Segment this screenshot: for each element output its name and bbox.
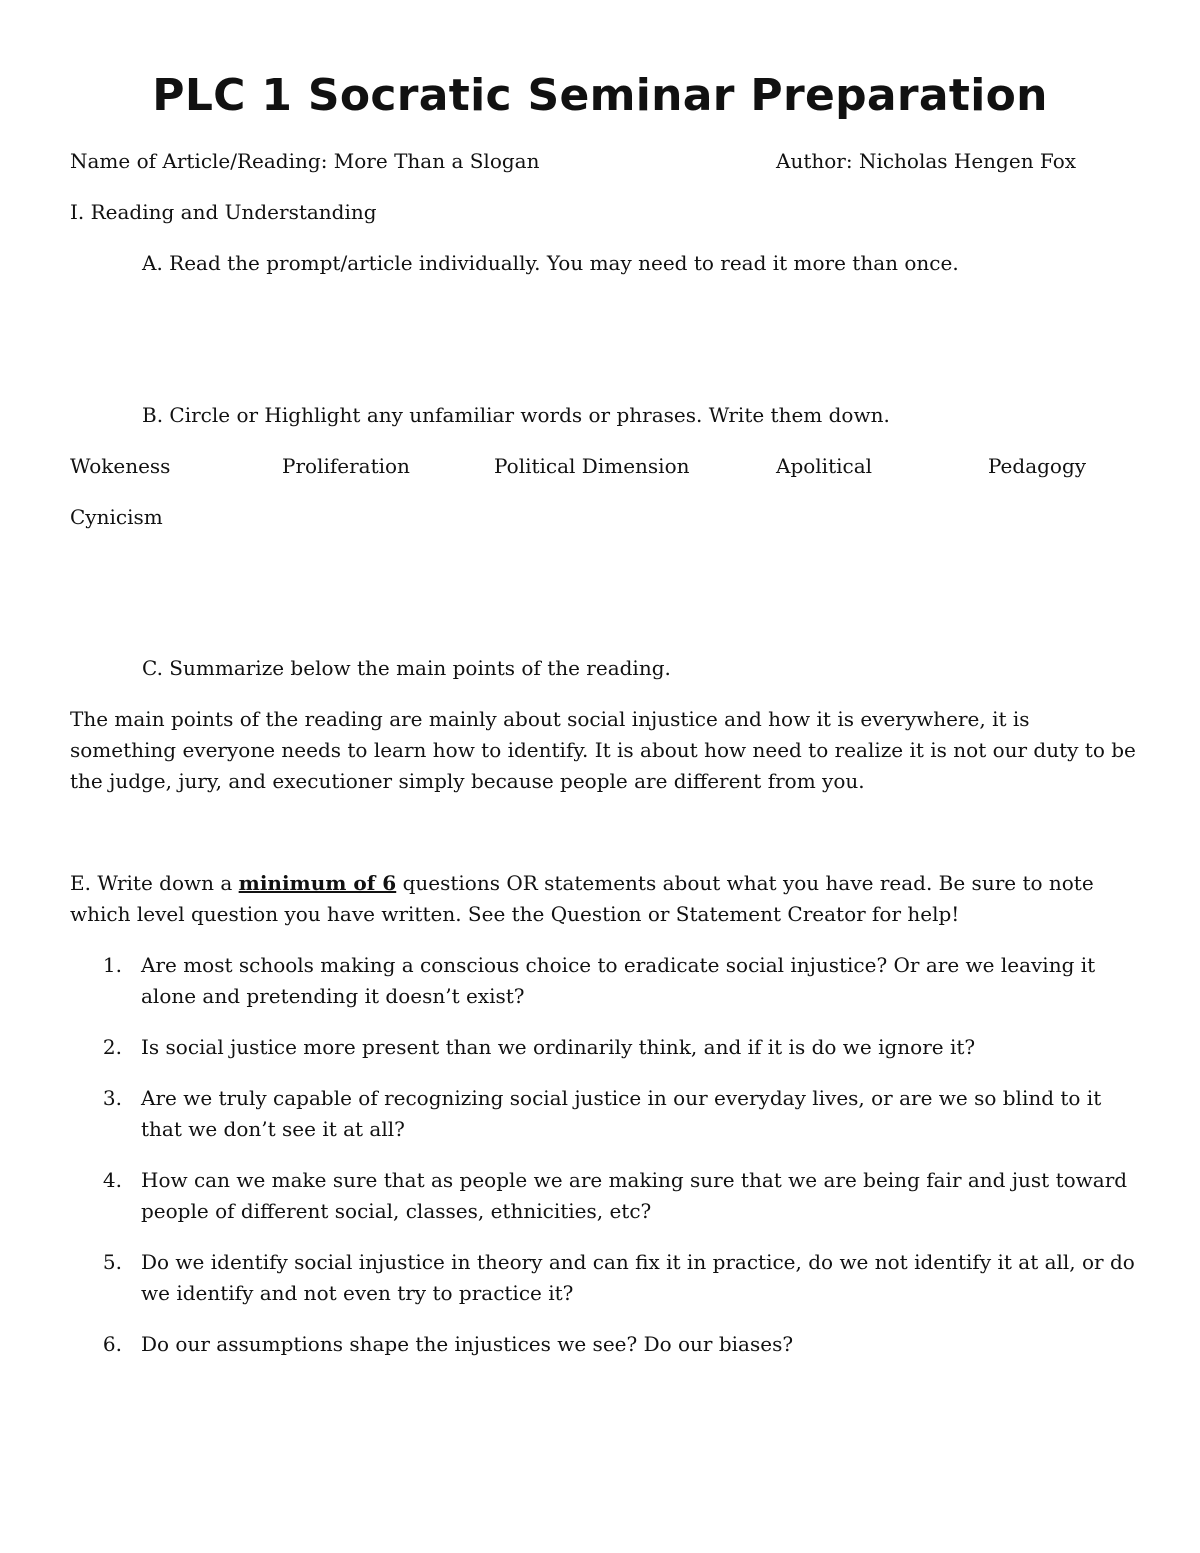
question-number: 2. (102, 1035, 122, 1059)
question-number: 5. (102, 1250, 122, 1274)
question-number: 6. (102, 1332, 122, 1356)
instruction-e-prefix: E. Write down a (70, 871, 239, 895)
question-text: Is social justice more present than we ordinarily think, and if it is do we ignore it? (141, 1035, 976, 1059)
vocab-word: Political Dimension (494, 454, 690, 478)
vocab-word: Pedagogy (988, 454, 1087, 478)
question-text: Do we identify social injustice in theory and can fix it in practice, do we not identify it at all, or do we identify and not even try to practice it? (141, 1250, 1135, 1305)
vocab-word: Apolitical (776, 454, 873, 478)
vocab-word: Cynicism (70, 505, 163, 529)
question-number: 4. (102, 1168, 122, 1192)
instruction-e-suffix: questions OR statements about what you have read. Be sure to note which level question you have written. See the Question or Statement Creator for help! (70, 871, 1094, 926)
article-author: Author: Nicholas Hengen Fox (776, 149, 1077, 173)
instruction-b: B. Circle or Highlight any unfamiliar words or phrases. Write them down. (142, 403, 890, 427)
instruction-e-emphasis: minimum of 6 (238, 871, 397, 895)
instruction-c: C. Summarize below the main points of the reading. (142, 656, 671, 680)
question-text: How can we make sure that as people we are making sure that we are being fair and just toward people of different social, classes, ethnicities, etc? (141, 1168, 1128, 1223)
instruction-a: A. Read the prompt/article individually. You may need to read it more than once. (142, 251, 959, 275)
article-name: Name of Article/Reading: More Than a Slogan (70, 149, 540, 173)
page-title: PLC 1 Socratic Seminar Preparation (152, 70, 1048, 121)
instruction-e (70, 868, 1140, 930)
vocab-word: Wokeness (70, 454, 171, 478)
question-text: Do our assumptions shape the injustices we see? Do our biases? (141, 1332, 794, 1356)
question-text: Are most schools making a conscious choice to eradicate social injustice? Or are we leaving it alone and pretending it doesn’t exist? (141, 953, 1096, 1008)
section-heading: I. Reading and Understanding (70, 200, 377, 224)
vocab-word: Proliferation (282, 454, 410, 478)
question-text: Are we truly capable of recognizing social justice in our everyday lives, or are we so blind to it that we don’t see it at all? (141, 1086, 1102, 1141)
summary-paragraph: The main points of the reading are mainly about social injustice and how it is everywhere, it is something everyone needs to learn how to identify. It is about how need to realize it is not our duty to be the judge, jury, and executioner simply because people are different from you. (70, 707, 1136, 793)
question-number: 3. (102, 1086, 122, 1110)
question-number: 1. (102, 953, 122, 977)
